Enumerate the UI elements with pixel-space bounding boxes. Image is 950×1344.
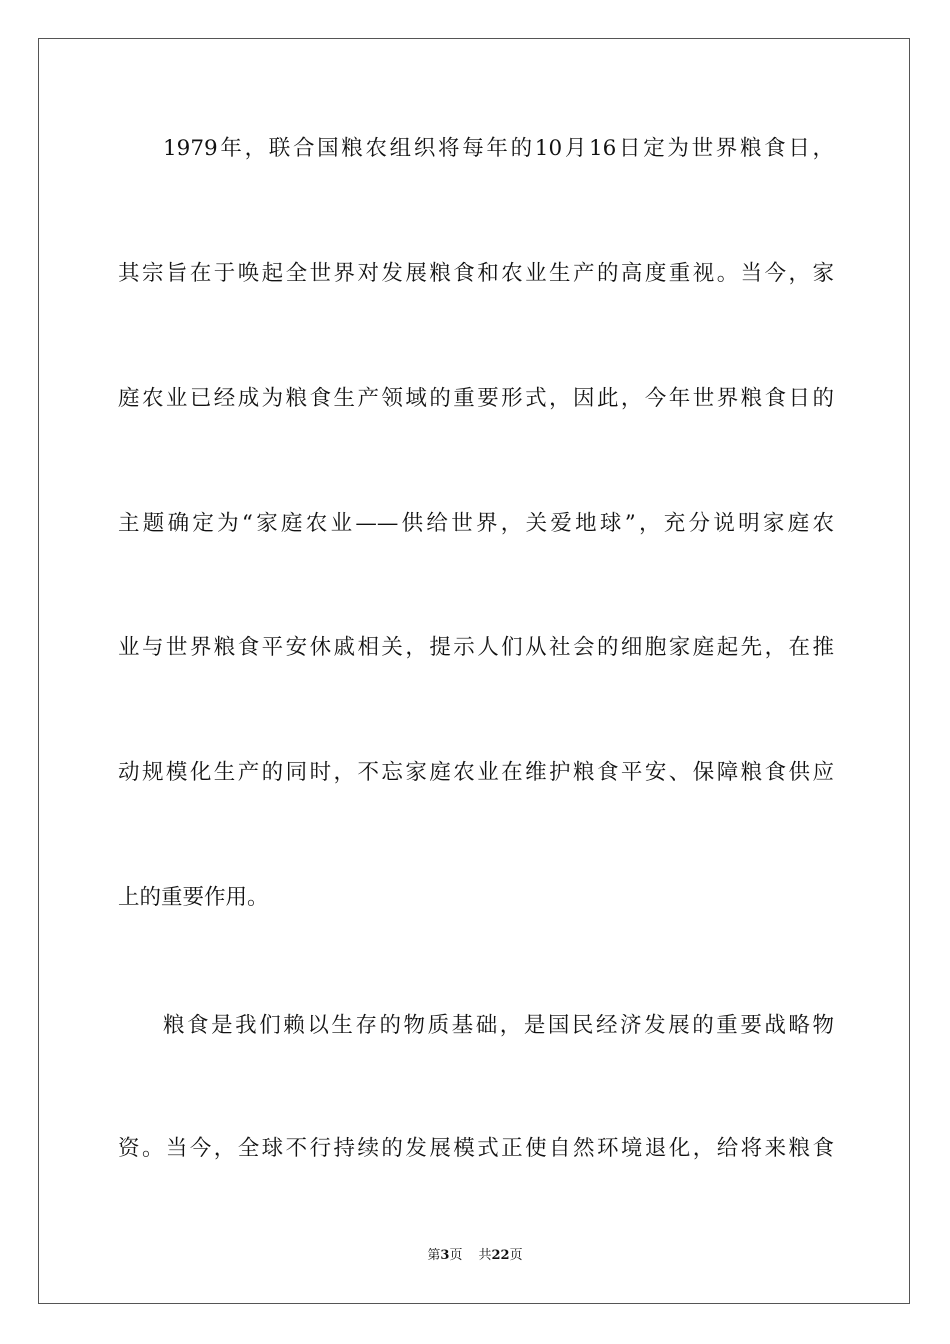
paragraph-1-line-1: 1979年，联合国粮农组织将每年的10月16日定为世界粮食日， bbox=[163, 136, 834, 161]
footer-page-suffix: 页 bbox=[449, 1248, 463, 1263]
paragraph-1-line-3: 庭农业已经成为粮食生产领域的重要形式，因此，今年世界粮食日的 bbox=[118, 386, 834, 411]
paragraph-1-line-2: 其宗旨在于唤起全世界对发展粮食和农业生产的高度重视。当今，家 bbox=[118, 261, 834, 286]
footer-page-number: 3 bbox=[440, 1248, 450, 1263]
paragraph-1-line-6: 动规模化生产的同时，不忘家庭农业在维护粮食平安、保障粮食供应 bbox=[118, 760, 834, 785]
page-footer bbox=[0, 1247, 950, 1265]
footer-page-prefix: 第 bbox=[427, 1248, 441, 1263]
footer-total-prefix: 共 bbox=[478, 1248, 492, 1263]
paragraph-2-line-2: 资。当今，全球不行持续的发展模式正使自然环境退化，给将来粮食 bbox=[118, 1136, 834, 1161]
paragraph-1-line-5: 业与世界粮食平安休戚相关，提示人们从社会的细胞家庭起先，在推 bbox=[118, 635, 834, 660]
paragraph-1-line-7: 上的重要作用。 bbox=[118, 885, 269, 910]
paragraph-2-line-1: 粮食是我们赖以生存的物质基础，是国民经济发展的重要战略物 bbox=[163, 1013, 834, 1038]
page-border bbox=[38, 38, 910, 1304]
paragraph-1-line-4: 主题确定为“家庭农业——供给世界，关爱地球”，充分说明家庭农 bbox=[118, 511, 834, 536]
footer-total-pages: 22 bbox=[491, 1248, 510, 1263]
footer-total-suffix: 页 bbox=[509, 1248, 523, 1263]
